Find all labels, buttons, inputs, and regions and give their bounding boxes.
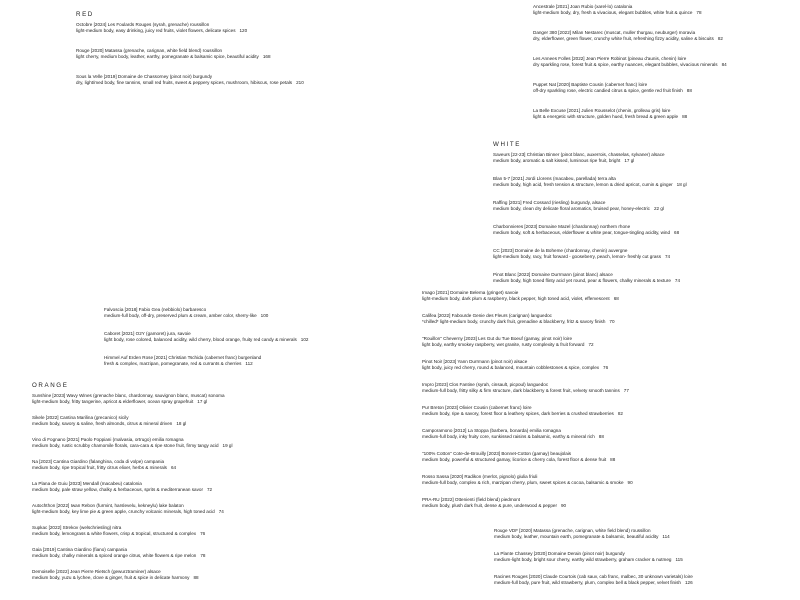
wine-price: 84	[721, 62, 727, 67]
wine-description: medium body, ripe & savory, forest floor & leathery spices, dark berries & crushed strawberries	[422, 411, 614, 416]
wine-description: dry sparkling rose, forest fruit & spice, earthy nuances, elegant bubbles, vivacious minerals	[533, 62, 718, 67]
wine-description-row	[533, 36, 793, 42]
wine-name: Supkac [2022] Strekov (welschriesling) nitra	[32, 525, 122, 530]
section-heading-white: WHITE	[493, 141, 521, 148]
wine-name: Autochthon [2022] Iwan Rebon (furmint, harslevelu, kekneylu) lake balaton	[32, 503, 184, 508]
wine-price: 126	[684, 580, 693, 585]
wine-entry	[422, 451, 672, 463]
section-heading-red: RED	[76, 11, 94, 18]
wine-description-row	[493, 158, 793, 164]
wine-description-row	[76, 54, 316, 60]
wine-price: 19 gl	[222, 443, 233, 448]
wine-description: light-medium body, easy drinking, juicy red fruits, violet flowers, delicate spices	[76, 28, 236, 33]
wine-entry	[76, 22, 316, 34]
wine-name: Camporamono [2012] La Stoppa (barbera, bonarda) emilia romagna	[422, 428, 561, 433]
wine-entry	[32, 393, 287, 405]
wine-name: Sunshine [2023] Wavy Wines (grenache blanc, chardonnay, sauvignon blanc, muscat) sonoma	[32, 393, 225, 398]
wine-name: Sous la Velle [2019] Domaine de Chassorney (pinot noir) burgundy	[76, 74, 213, 79]
wine-entry	[422, 290, 672, 302]
wine-description: light body, rose colored, balanced acidity, wild cherry, blood orange, fruity red candy & minerals	[104, 337, 297, 342]
wine-price: 210	[296, 80, 304, 85]
wine-price: 17 gl	[624, 158, 635, 163]
wine-name: Blan 5-7 [2021] Jordi Llorens (macabeu, parellada) terra alta	[493, 176, 616, 181]
wine-description: medium body, powerful & structured gamay, licorice & cherry cola, forest floor & dense fruit	[422, 457, 607, 462]
wine-price: 74	[665, 254, 671, 259]
wine-name: La Plante Chassey [2020] Domaine Derain (pinot noir) burgundy	[494, 551, 625, 556]
wine-entry	[422, 359, 672, 371]
wine-name: Danger 380 [2022] Milan Nestarec (muscat, muller thurgau, neuburger) moravia	[533, 30, 696, 35]
wine-price: 70	[609, 319, 615, 324]
wine-name: Impro [2023] Clos Fantine (syrah, cinsault, picpoul) languedoc	[422, 382, 549, 387]
wine-name: Falvoscia [2018] Fabio Gea (nebbiolo) barbaresco	[104, 307, 207, 312]
wine-price: 74	[674, 278, 681, 283]
wine-entry	[32, 459, 287, 471]
wine-name: Saveurs [22-23] Christian Binner (pinot blanc, auxerrois, chasselas, sylvaner) alsace	[493, 152, 665, 157]
wine-entry	[32, 437, 287, 449]
wine-description-row	[32, 487, 287, 493]
wine-name: Vino di Fognano [2021] Paolo Foppiani (malvasia, ortrugo) emilia romagna	[32, 437, 184, 442]
wine-description: light-medium body, dry, fresh & vivacious, elegant bubbles, white fruit & quince	[533, 10, 693, 15]
wine-entry	[32, 547, 287, 559]
wine-description-row	[494, 534, 794, 540]
wine-description-row	[422, 503, 672, 509]
wine-entry	[493, 152, 793, 164]
wine-price: 82	[617, 411, 623, 416]
wine-price: 90	[561, 503, 567, 508]
wine-entry	[533, 4, 793, 16]
wine-entry	[493, 200, 793, 212]
wine-description: light-medium body, racy, fruit forward - gooseberry, peach, lemon- freshly cut grass	[493, 254, 661, 259]
wine-description: medium body, high acid, fresh tension & structure, lemon & dried apricot, cumin & ginger	[493, 182, 673, 187]
wine-price: 22 gl	[653, 206, 664, 211]
wine-description-row	[422, 480, 672, 486]
wine-description: light cherry, medium body, leather, earthy, pomegranate & balsamic spice, beautiful acidity	[76, 54, 259, 59]
wine-price: 64	[170, 465, 177, 470]
wine-name: Pinot Noir [2023] Yann Durrmann (pinot noir) alsace	[422, 359, 528, 364]
wine-name: Gaia [2019] Cantina Giardino (fiano) campania	[32, 547, 127, 552]
wine-price: 114	[662, 534, 670, 539]
wine-entry	[494, 574, 794, 586]
wine-description: medium body, lemongrass & white flowers, crisp & tropical, structured & complex	[32, 531, 197, 536]
wine-price: 102	[300, 337, 309, 342]
wine-name: Raffing [2021] Fred Cossard (riesling) burgundy, alsace	[493, 200, 606, 205]
wine-name: Charbonnieres [2023] Domaine Mazel (chardonnay) northern rhone	[493, 224, 631, 229]
wine-entry	[32, 569, 287, 581]
wine-price: 17 gl	[197, 399, 208, 404]
wine-description-row	[32, 553, 287, 559]
wine-description: *chilled* light-medium body, crunchy dark fruit, grenadine & blackberry, fritz & savory finish	[422, 319, 606, 324]
wine-description-row	[76, 28, 316, 34]
wine-description-row	[533, 62, 793, 68]
wine-description: medium-full body, fritty silky & firm structure, dark blackberry & forest fruit, velvety smooth tannins	[422, 388, 620, 393]
wine-price: 78	[200, 553, 206, 558]
wine-name: "Rouillon" Cheverny [2023] Les Gut du Tue Boeuf (gamay, pinot noir) loire	[422, 336, 573, 341]
wine-description-row	[104, 313, 344, 319]
red-premium-section	[494, 528, 794, 597]
wine-price: 68	[674, 230, 680, 235]
wine-description-row	[533, 88, 793, 94]
wine-description-row	[104, 337, 344, 343]
wine-description-row	[32, 399, 287, 405]
wine-description: light-medium body, key lime pie & green apple, crunchy volcanic minerals, high toned acid	[32, 509, 215, 514]
wine-name: Demoiselle [2022] Jean Pierre Rietsch (gewurztraminer) alsace	[32, 569, 161, 574]
wine-entry	[493, 176, 793, 188]
wine-description-row	[32, 443, 287, 449]
wine-entry	[533, 56, 793, 68]
wine-name: Rouge VDF [2020] Matassa (grenache, carignan, white field blend) roussillon	[494, 528, 651, 533]
wine-price: 77	[623, 388, 629, 393]
wine-price: 112	[245, 361, 253, 366]
wine-entry	[494, 528, 794, 540]
wine-description: medium body, clean dry delicate floral aromatics, bruised pear, honey-electric	[493, 206, 650, 211]
wine-price: 88	[682, 114, 688, 119]
wine-price: 120	[239, 28, 248, 33]
wine-entry	[32, 525, 287, 537]
wine-price: 76	[603, 365, 609, 370]
wine-price: 90	[627, 480, 633, 485]
wine-description: medium body, soft & herbaceous, elderflower & white pear, tongue-tingling acidity, wind	[493, 230, 671, 235]
wine-description: medium-full body, complex & rich, marzipan cherry, plum, sweet spices & cocoa, balsamic & smoke	[422, 480, 624, 485]
wine-price: 168	[262, 54, 271, 59]
wine-name: La Belle Excuse [2021] Julien Rousselot (chenin, grolleau gris) loire	[533, 108, 671, 113]
wine-price: 18 gl	[176, 421, 187, 426]
wine-description: light body, earthy smokey raspberry, wet granite, rusty complexity & fruit forward	[422, 342, 585, 347]
wine-price: 82	[717, 36, 723, 41]
wine-description-row	[493, 206, 793, 212]
wine-entry	[422, 336, 672, 348]
wine-name: Sikele [2022] Cantina Marilina (grecanico) sicily	[32, 415, 129, 420]
section-heading-orange: ORANGE	[32, 382, 69, 389]
wine-price: 72	[588, 342, 594, 347]
wine-name: Pur Breton [2023] Olivier Cousin (cabernet franc) loire	[422, 405, 532, 410]
red-section	[76, 11, 316, 100]
wine-description-row	[493, 254, 793, 260]
wine-price: 88	[598, 434, 604, 439]
wine-name: Les Annees Folles [2022] Jean Pierre Robinot (pineau d'aunis, chenin) loire	[533, 56, 687, 61]
wine-price: 88	[610, 457, 616, 462]
wine-price: 68	[613, 296, 619, 301]
wine-name: Pinot Blanc [2022] Domaine Durrmann (pinot blanc) alsace	[493, 272, 613, 277]
wine-entry	[422, 474, 672, 486]
wine-description-row	[493, 230, 793, 236]
wine-description-row	[422, 296, 672, 302]
wine-description: medium body, aromatic & salt kissed, luminous ripe fruit, bright	[493, 158, 621, 163]
wine-description-row	[493, 278, 793, 284]
wine-description: light & energetic with structure, golden hued, fresh bread & green apple	[533, 114, 679, 119]
wine-description-row	[76, 80, 316, 86]
wine-price: 115	[675, 557, 683, 562]
wine-entry	[422, 428, 672, 440]
wine-price: 72	[206, 487, 213, 492]
wine-entry	[104, 355, 344, 367]
wine-description: medium body, plush dark fruit, dense & pure, underwood & pepper	[422, 503, 557, 508]
wine-name: Octobre [2024] Les Foulards Rouges (syrah, grenache) roussillon	[76, 22, 210, 27]
wine-price: 88	[193, 575, 199, 580]
wine-description: light body, juicy red cherry, round & balanced, mountain cobblestones & spice, complex	[422, 365, 600, 370]
wine-name: PRA-RU [2022] Ottenienti (field blend) piedmont	[422, 497, 521, 502]
wine-description-row	[104, 361, 344, 367]
wine-description: medium body, pale straw yellow, chalky & herbaceous, sprits & mediterranean savor	[32, 487, 203, 492]
wine-entry	[493, 248, 793, 260]
wine-entry	[32, 481, 287, 493]
wine-description-row	[32, 509, 287, 515]
wine-price: 100	[260, 313, 269, 318]
wine-name: Puppet Nat [2020] Baptiste Cousin (cabernet franc) loire	[533, 82, 648, 87]
wine-name: Rouge [2020] Matassa (grenache, carignan, white field blend) roussillon	[76, 48, 223, 53]
wine-description-row	[493, 182, 793, 188]
wine-entry	[422, 313, 672, 325]
wine-name: Himmel Auf Erden Rose [2021] Christian Tschida (cabernet franc) burgenland	[104, 355, 262, 360]
wine-entry	[493, 272, 793, 284]
wine-description: medium body, ripe tropical fruit, fritty citrus elixer, herbs & minerals	[32, 465, 167, 470]
wine-description: off-dry sparkling rose, electric candied citrus & spice, gentle red fruit finish	[533, 88, 683, 93]
wine-description: light-medium body, fritty tangerine, apricot & elderflower, ocean spray grapefruit	[32, 399, 194, 404]
wine-name: Imago [2021] Domaine Belema (gringet) savoie	[422, 290, 519, 295]
wine-entry	[494, 551, 794, 563]
wine-description-row	[422, 457, 672, 463]
wine-entry	[422, 405, 672, 417]
wine-description: light-medium body, dark plum & raspberry, black pepper, high toned acid, violet, effervescent	[422, 296, 610, 301]
wine-name: Ancestrale [2021] Joan Rubio (xarel-lo) catalonia	[533, 4, 633, 9]
sparkling-section	[533, 4, 793, 134]
wine-entry	[76, 48, 316, 60]
wine-description-row	[533, 114, 793, 120]
wine-price: 18 gl	[676, 182, 687, 187]
rose-section	[104, 307, 344, 379]
wine-description-row	[422, 434, 672, 440]
wine-description: medium-light body, bright sour cherry, earthy wild strawberry, graham cracker & nutmeg	[494, 557, 672, 562]
orange-section	[32, 382, 287, 591]
wine-description: medium body, yuzu & lychee, clove & ginger, fruit & spice in delicate harmony	[32, 575, 190, 580]
wine-name: "100% Cotton" Cote-de-Brouilly [2023] Bonnet-Cotton (gamay) beaujolais	[422, 451, 572, 456]
wine-description: medium-full body, inky fruity core, sunkissed raisins & balsamic, earthy & mineral rich	[422, 434, 595, 439]
wine-name: Na [2023] Cantina Giardino (falanghina, coda di volpe) campania	[32, 459, 165, 464]
wine-description-row	[422, 411, 672, 417]
wine-description-row	[533, 10, 793, 16]
wine-name: CC [2023] Domaine de la Boheme (chardonnay, chenin) auvergne	[493, 248, 628, 253]
wine-description: dry, elderflower, green flower, crunchy white fruit, refreshing fizzy acidity, saline & biscuits	[533, 36, 714, 41]
wine-description: medium-full body, pure fruit, wild strawberry, plum, complex bell & black pepper, velvet finish	[494, 580, 681, 585]
wine-description-row	[32, 421, 287, 427]
wine-description-row	[422, 388, 672, 394]
wine-price: 88	[686, 88, 692, 93]
wine-entry	[533, 108, 793, 120]
wine-name: La Plana de Guiu [2023] Mendall (macabeu) catalonia	[32, 481, 142, 486]
wine-description-row	[32, 531, 287, 537]
red-continued-section	[422, 290, 672, 520]
wine-description-row	[32, 465, 287, 471]
wine-name: Caboret [2021] O2Y (gamoret) jura, savoie	[104, 331, 191, 336]
wine-description-row	[494, 557, 794, 563]
wine-price: 76	[200, 531, 206, 536]
wine-entry	[32, 415, 287, 427]
wine-price: 78	[696, 10, 702, 15]
wine-description-row	[422, 342, 672, 348]
wine-description-row	[422, 365, 672, 371]
wine-description: medium body, chalky minerals & spiced orange citrus, white flowers & ripe melon	[32, 553, 197, 558]
white-section	[493, 141, 793, 296]
wine-entry	[533, 30, 793, 42]
wine-entry	[422, 497, 672, 509]
wine-description: fresh & complex, marzipan, pomegranate, red & currants & cherries	[104, 361, 242, 366]
wine-entry	[104, 331, 344, 343]
wine-description: medium body, leather, mountain earth, pomegranate & balsamic, beautiful acidity	[494, 534, 659, 539]
wine-entry	[493, 224, 793, 236]
wine-name: Rosso Sassa [2020] Radikon (merlot, pignolo) giulia friuli	[422, 474, 538, 479]
wine-description-row	[494, 580, 794, 586]
wine-entry	[533, 82, 793, 94]
wine-entry	[32, 503, 287, 515]
wine-entry	[104, 307, 344, 319]
wine-description-row	[32, 575, 287, 581]
wine-description: medium-full body, off-dry, preserved plum & cream, amber color, sherry-like	[104, 313, 257, 318]
wine-name: Califea [2022] Fabourde Genie des Fleurs (carignan) languedoc	[422, 313, 552, 318]
wine-entry	[76, 74, 316, 86]
wine-name: Racines Rouges [2020] Claude Courtois (cab sauv, cab franc, malbec, 30 unknown varietals) loire	[494, 574, 693, 579]
wine-description: dry, light/med body, fine tannins, small red fruits, sweet & peppery spices, mushroom, hibiscus, rose petals	[76, 80, 293, 85]
wine-description: medium body, savory & saline, fresh almonds, citrus & mineral driven	[32, 421, 173, 426]
wine-description: medium body, rustic scrubby chamomile florals, cara-cara & ripe stone fruit, firmy tangy acid	[32, 443, 219, 448]
wine-entry	[422, 382, 672, 394]
wine-description: medium body, high toned flinty acid yet round, pear & flowers, chalky minerals & texture	[493, 278, 671, 283]
wine-description-row	[422, 319, 672, 325]
wine-price: 74	[218, 509, 224, 514]
